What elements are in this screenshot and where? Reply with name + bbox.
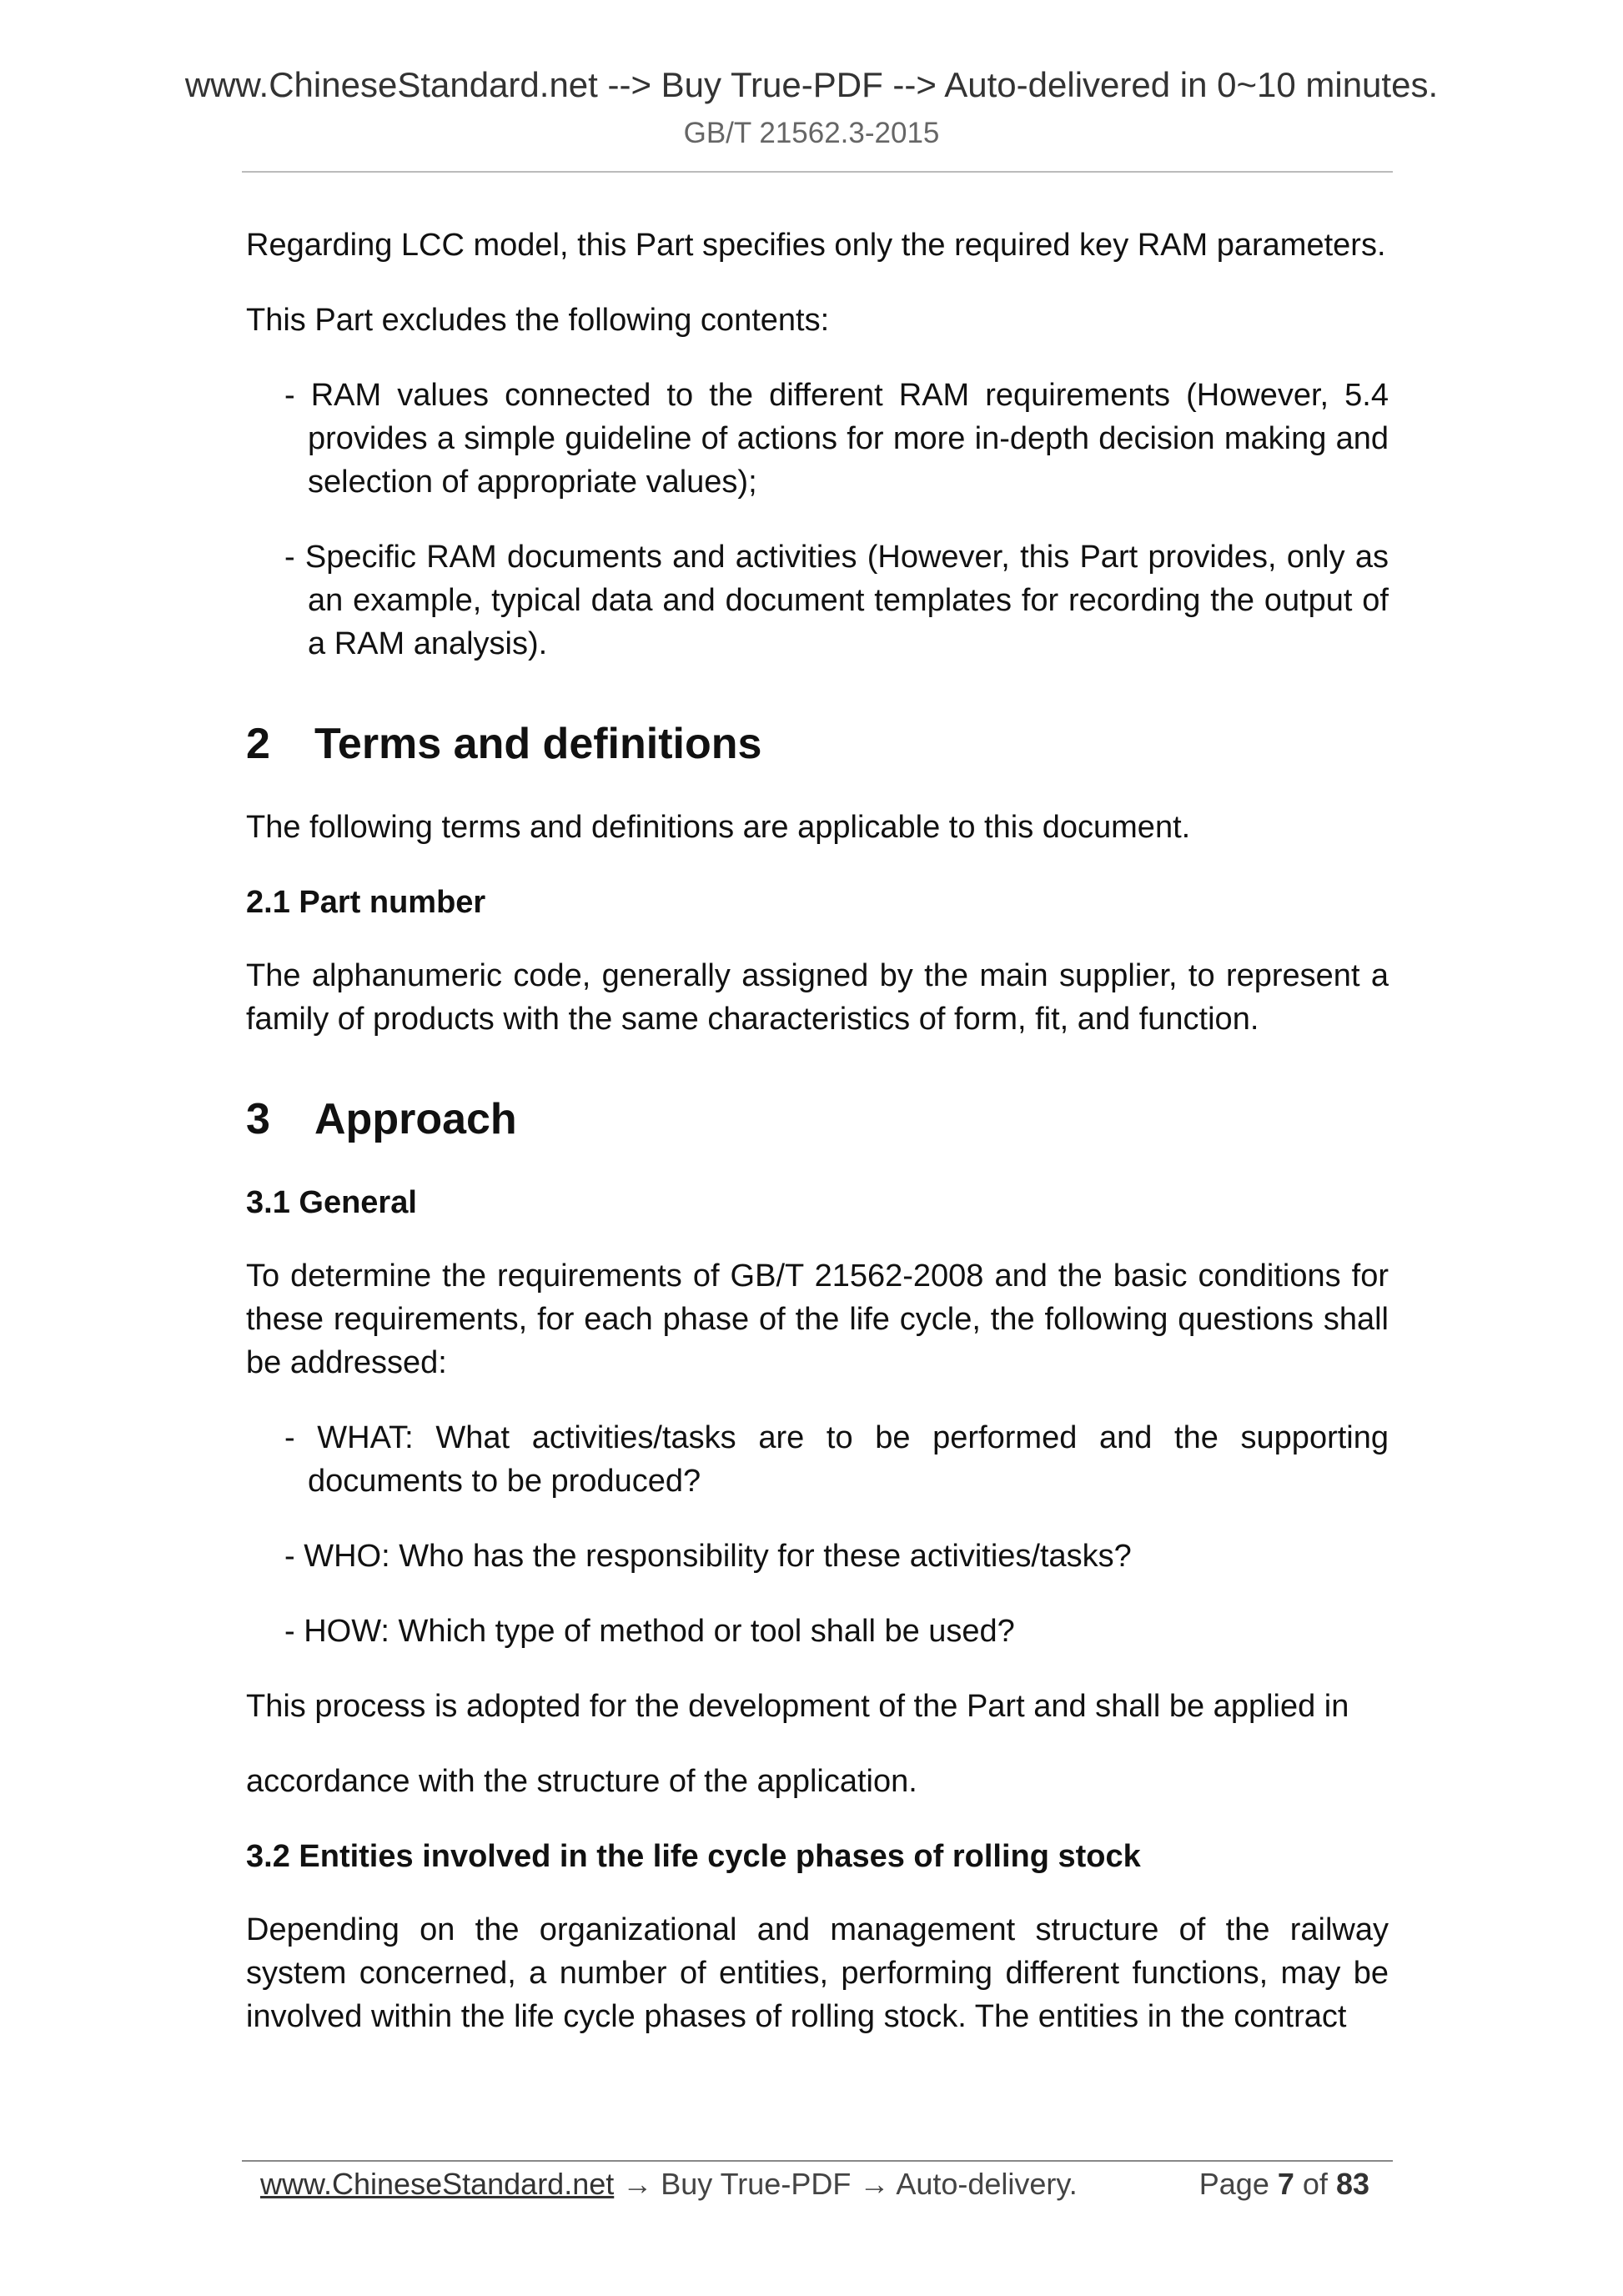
- footer-divider: [242, 2160, 1393, 2162]
- document-body: [246, 224, 1389, 2070]
- paragraph: Regarding LCC model, this Part specifies only the required key RAM parameters.: [246, 228, 1386, 263]
- header-promo-text: www.ChineseStandard.net --> Buy True-PDF --> Auto-delivered in 0~10 minutes.: [184, 65, 1439, 104]
- bullet-item: - WHO: Who has the responsibility for these activities/tasks?: [284, 1539, 1132, 1574]
- section-title: Terms and definitions: [314, 720, 762, 768]
- section-heading-2: [246, 719, 1389, 769]
- header-divider: [242, 171, 1393, 173]
- footer-promo-text: → Buy True-PDF → Auto-delivery.: [614, 2167, 1078, 2201]
- footer-left: [260, 2167, 1078, 2202]
- paragraph: To determine the requirements of GB/T 21562-2008 and the basic conditions for these requirements, for each phase of the life cycle, the following questions shall be addressed:: [246, 1259, 1389, 1380]
- paragraph: This process is adopted for the development of the Part and shall be applied in: [246, 1689, 1349, 1724]
- page-label: Page: [1198, 2167, 1269, 2201]
- paragraph: accordance with the structure of the application.: [246, 1764, 917, 1799]
- page-number: 7: [1277, 2167, 1294, 2201]
- paragraph: Depending on the organizational and management structure of the railway system concerned, a number of entities, performing different functions, may be involved within the life cycle phases of rolling stock. The entities in the contract: [246, 1912, 1389, 2034]
- subsection-heading-3-1: 3.1 General: [246, 1185, 417, 1220]
- paragraph: This Part excludes the following contents:: [246, 303, 830, 338]
- paragraph: The following terms and definitions are applicable to this document.: [246, 810, 1191, 845]
- bullet-item: - Specific RAM documents and activities (However, this Part provides, only as an example, typical data and document templates for recording the output of a RAM analysis).: [284, 540, 1389, 661]
- subsection-heading-3-2: 3.2 Entities involved in the life cycle phases of rolling stock: [246, 1839, 1141, 1874]
- bullet-item: - WHAT: What activities/tasks are to be performed and the supporting documents to be produced?: [284, 1420, 1389, 1499]
- paragraph: The alphanumeric code, generally assigned by the main supplier, to represent a family of products with the same characteristics of form, fit, and function.: [246, 958, 1389, 1037]
- section-number: 3: [246, 1095, 270, 1143]
- page-total: 83: [1335, 2167, 1369, 2201]
- bullet-item: - RAM values connected to the different RAM requirements (However, 5.4 provides a simple guideline of actions for more in-depth decision making and selection of appropriate values);: [284, 378, 1389, 500]
- section-heading-3: [246, 1094, 1389, 1144]
- header-standard-number: GB/T 21562.3-2015: [683, 117, 940, 149]
- footer: [260, 2167, 1369, 2208]
- footer-site-link[interactable]: www.ChineseStandard.net: [260, 2167, 615, 2201]
- section-number: 2: [246, 720, 270, 768]
- section-title: Approach: [314, 1095, 517, 1143]
- of-label: of: [1302, 2167, 1328, 2201]
- page-indicator: [1199, 2167, 1369, 2202]
- subsection-heading-2-1: 2.1 Part number: [246, 885, 486, 920]
- bullet-item: - HOW: Which type of method or tool shall be used?: [284, 1614, 1015, 1649]
